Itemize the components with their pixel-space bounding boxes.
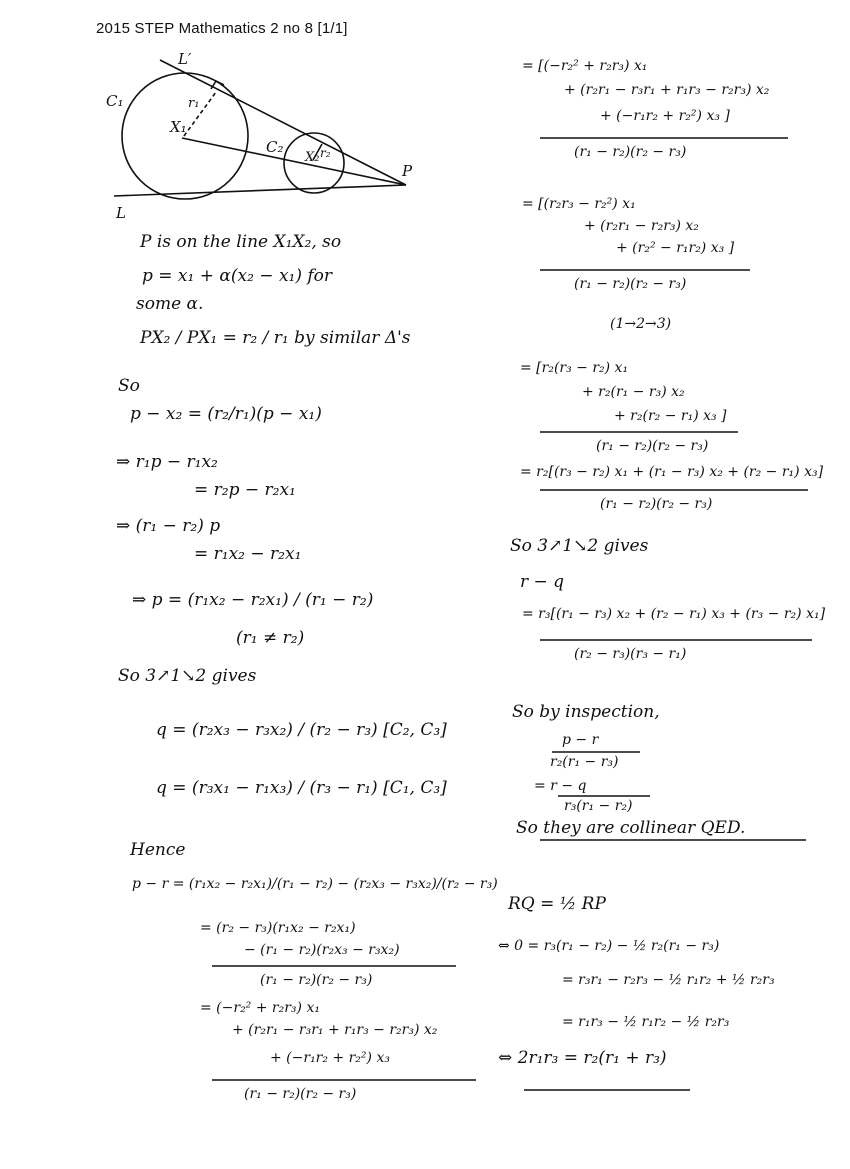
work-line: So [118,376,140,396]
label-x2: X₂ [305,150,320,165]
work-line: ⇔ 2r₁r₃ = r₂(r₁ + r₃) [498,1048,667,1068]
work-line: PX₂ / PX₁ = r₂ / r₁ by similar Δ's [140,328,411,348]
work-line: q = (r₃x₁ − r₁x₃) / (r₃ − r₁) [C₁, C₃] [156,778,447,798]
work-line: r − q [520,572,565,592]
work-line: p − r [562,732,599,748]
work-line: = r₂[(r₃ − r₂) x₁ + (r₁ − r₃) x₂ + (r₂ − r₁) x₃] [520,464,824,480]
work-line: + (r₂r₁ − r₂r₃) x₂ [584,218,699,234]
label-c2: C₂ [266,138,284,156]
work-line: − (r₁ − r₂)(r₂x₃ − r₃x₂) [244,942,400,958]
label-l-prime: L′ [178,50,192,68]
work-line: + r₂(r₂ − r₁) x₃ ] [614,408,727,424]
label-r2: r₂ [320,146,331,160]
work-line: ⇒ (r₁ − r₂) p [116,516,221,536]
work-line: So they are collinear QED. [516,818,746,838]
work-line: (r₁ − r₂)(r₂ − r₃) [260,972,373,988]
work-line: So by inspection, [512,702,660,722]
work-line: Hence [130,840,186,860]
work-line: (r₁ ≠ r₂) [236,628,305,648]
work-line: p − x₂ = (r₂/r₁)(p − x₁) [130,404,322,424]
label-l: L [116,204,126,222]
work-line: (r₁ − r₂)(r₂ − r₃) [596,438,709,454]
work-line: P is on the line X₁X₂, so [140,232,342,252]
work-line: = r₁x₂ − r₂x₁ [194,544,302,564]
page-title: 2015 STEP Mathematics 2 no 8 [1/1] [96,20,348,37]
work-line: (r₁ − r₂)(r₂ − r₃) [574,276,687,292]
work-line: = r₃r₁ − r₂r₃ − ½ r₁r₂ + ½ r₂r₃ [562,972,775,988]
label-c1: C₁ [106,92,124,110]
work-line: (r₁ − r₂)(r₂ − r₃) [574,144,687,160]
label-x1: X₁ [170,118,187,136]
work-line: = r₂p − r₂x₁ [194,480,296,500]
work-line: + (r₂r₁ − r₃r₁ + r₁r₃ − r₂r₃) x₂ [232,1022,438,1038]
work-line: = [r₂(r₃ − r₂) x₁ [520,360,629,376]
work-line: q = (r₂x₃ − r₃x₂) / (r₂ − r₃) [C₂, C₃] [156,720,447,740]
work-line: p = x₁ + α(x₂ − x₁) for [142,266,333,286]
work-line: = (−r₂² + r₂r₃) x₁ [200,1000,320,1016]
work-line: = (r₂ − r₃)(r₁x₂ − r₂x₁) [200,920,356,936]
work-line: So 3↗1↘2 gives [510,536,649,556]
work-line: r₃(r₁ − r₂) [564,798,633,814]
label-p: P [402,162,413,180]
work-line: ⇒ p = (r₁x₂ − r₂x₁) / (r₁ − r₂) [132,590,374,610]
work-line: (r₂ − r₃)(r₃ − r₁) [574,646,687,662]
work-line: + (−r₁r₂ + r₂²) x₃ [270,1050,390,1066]
work-line: (r₁ − r₂)(r₂ − r₃) [600,496,713,512]
work-line: = [(−r₂² + r₂r₃) x₁ [522,58,648,74]
work-line: (1→2→3) [610,316,672,332]
work-line: = r₁r₃ − ½ r₁r₂ − ½ r₂r₃ [562,1014,730,1030]
work-line: + (−r₁r₂ + r₂²) x₃ ] [600,108,730,124]
work-line: ⇒ r₁p − r₁x₂ [116,452,218,472]
work-line: (r₁ − r₂)(r₂ − r₃) [244,1086,357,1102]
work-line: So 3↗1↘2 gives [118,666,257,686]
work-line: = r − q [534,778,587,794]
work-line: + (r₂² − r₁r₂) x₃ ] [616,240,735,256]
label-r1: r₁ [188,96,200,111]
work-line: some α. [136,294,204,314]
work-line: RQ = ½ RP [508,894,606,914]
work-line: + r₂(r₁ − r₃) x₂ [582,384,685,400]
work-line: = [(r₂r₃ − r₂²) x₁ [522,196,636,212]
work-line: = r₃[(r₁ − r₃) x₂ + (r₂ − r₁) x₃ + (r₃ − r₂) x₁] [522,606,826,622]
work-line: + (r₂r₁ − r₃r₁ + r₁r₃ − r₂r₃) x₂ [564,82,770,98]
work-line: r₂(r₁ − r₃) [550,754,619,770]
work-line: p − r = (r₁x₂ − r₂x₁)/(r₁ − r₂) − (r₂x₃ − r₃x₂)/(r₂ − r₃) [132,876,498,892]
work-line: ⇔ 0 = r₃(r₁ − r₂) − ½ r₂(r₁ − r₃) [498,938,720,954]
